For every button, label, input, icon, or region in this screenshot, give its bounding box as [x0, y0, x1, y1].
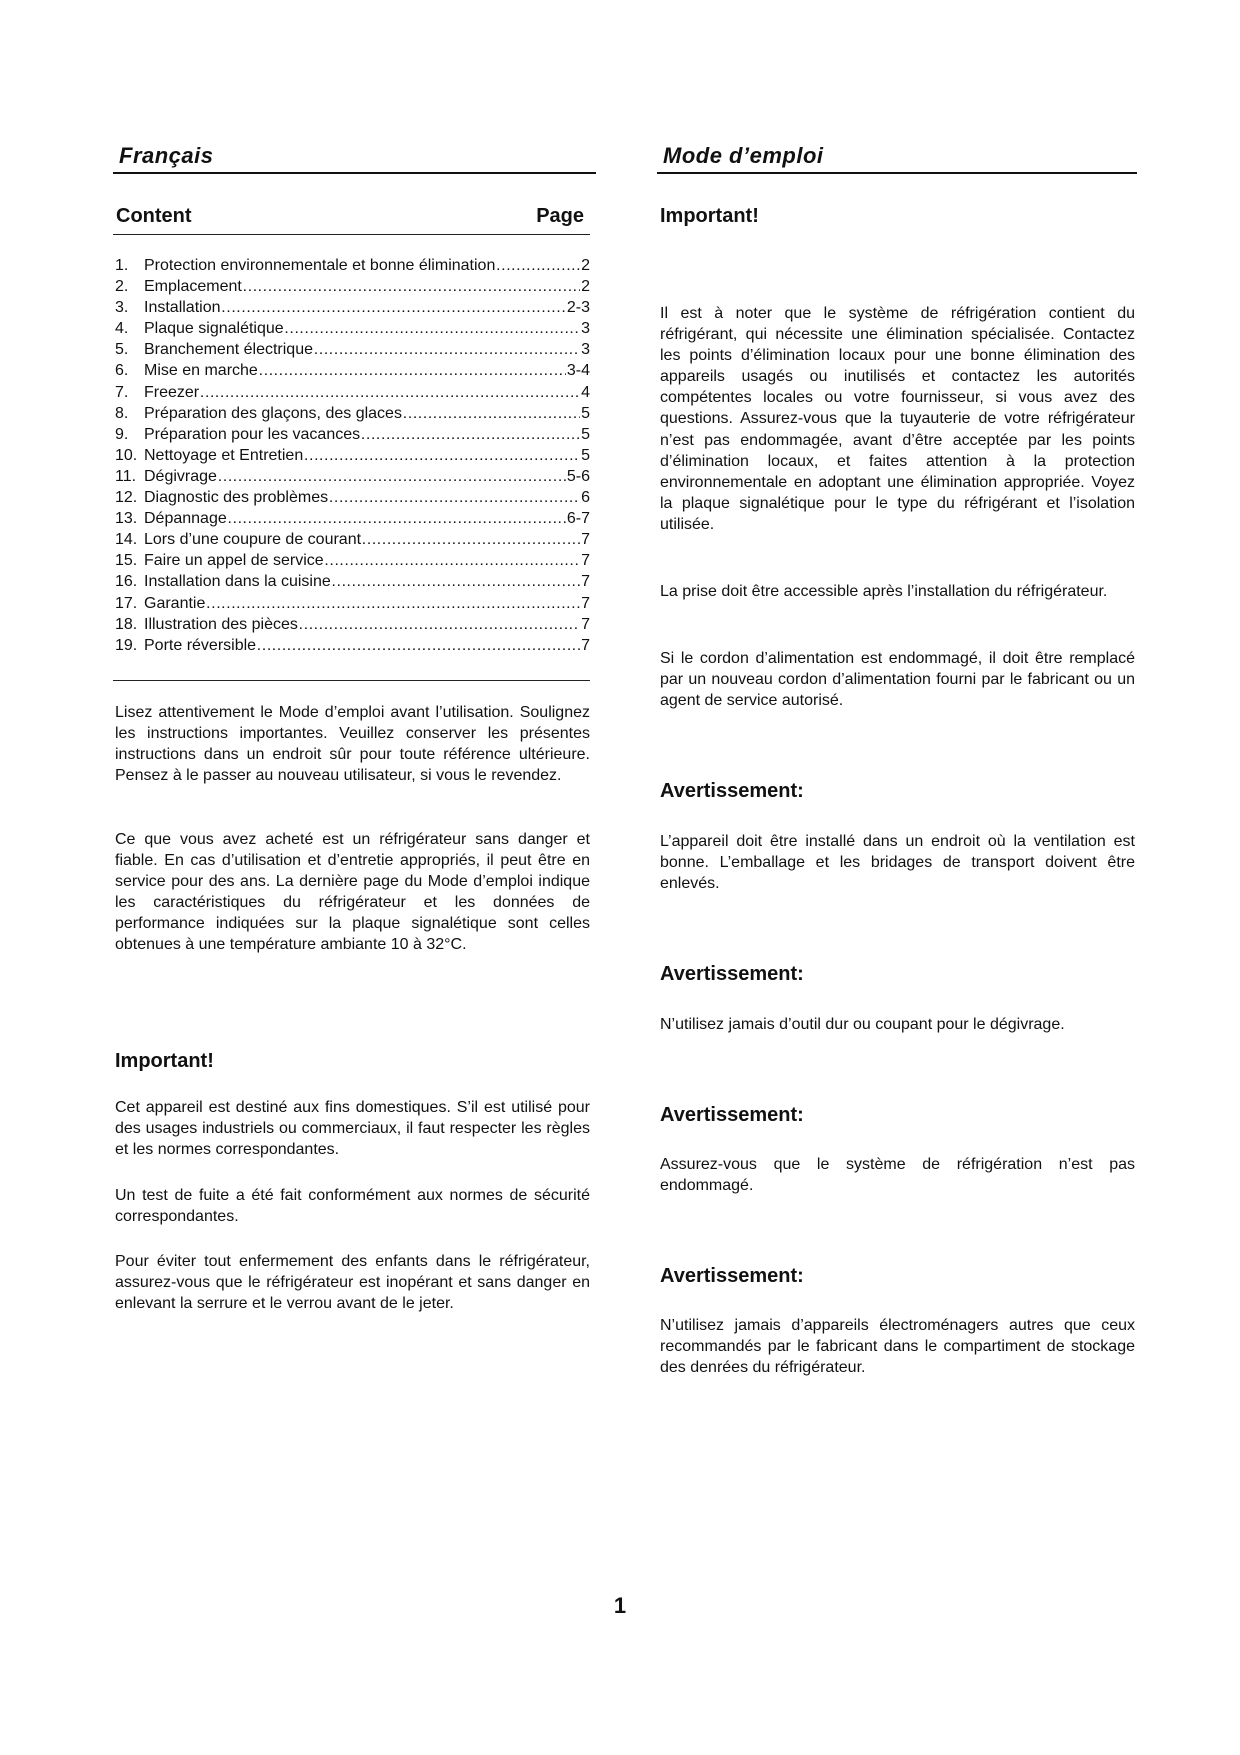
toc-item-number: 3.	[115, 299, 129, 317]
warning-4-text: N’utilisez jamais d’appareils électroménagers autres que ceux recommandés par le fabricant dans le compartiment de stockage des denrées du réfrigérateur.	[660, 1317, 1135, 1377]
toc-item-number: 11.	[115, 467, 137, 485]
toc-item-title: Protection environnementale et bonne élimination	[144, 257, 496, 274]
toc-item-leader	[360, 424, 580, 445]
toc-item-title: Plaque signalétique	[144, 320, 284, 338]
toc-item-leader	[205, 593, 580, 614]
toc-item-title: Dégivrage	[144, 467, 217, 485]
toc-item-title: Branchement électrique	[144, 341, 313, 359]
toc-item-number: 10.	[115, 446, 138, 464]
toc-item-page: 7	[581, 573, 590, 591]
toc-item-leader	[199, 382, 580, 403]
toc-item	[115, 614, 590, 635]
page-number: 1	[613, 1593, 627, 1618]
toc-item-page: 6-7	[566, 510, 590, 528]
toc-item-page: 5	[581, 425, 590, 443]
toc-item-leader	[324, 550, 580, 571]
toc-item-page: 7	[581, 594, 590, 612]
toc-divider	[113, 680, 590, 681]
right-important-paragraph-3: Si le cordon d’alimentation est endommagé, il doit être remplacé par un nouveau cordon d’alimentation fourni par le fabricant ou un agent de service autorisé.	[660, 650, 1135, 710]
toc-item-leader	[303, 445, 580, 466]
toc-item-number: 5.	[115, 341, 129, 359]
warning-1-heading: Avertissement:	[660, 780, 804, 802]
toc-item-page: 3	[581, 341, 590, 359]
warning-3-text: Assurez-vous que le système de réfrigération n’est pas endommagé.	[660, 1156, 1135, 1195]
toc-item-title: Nettoyage et Entretien	[144, 446, 304, 464]
warning-4-heading: Avertissement:	[660, 1265, 804, 1287]
toc-item	[115, 297, 590, 318]
toc-item-leader	[284, 318, 580, 339]
toc-item-title: Lors d’une coupure de courant	[144, 531, 362, 549]
left-important-heading: Important!	[115, 1050, 214, 1072]
toc-item-leader	[331, 571, 580, 592]
toc-item-number: 9.	[115, 425, 129, 443]
toc-item-number: 16.	[115, 573, 138, 591]
left-important-paragraph-1: Cet appareil est destiné aux fins domestiques. S’il est utilisé pour des usages industriels ou commerciaux, il faut respecter les règles et les normes correspondantes.	[115, 1099, 590, 1159]
toc-item-title: Préparation des glaçons, des glaces	[144, 404, 402, 422]
toc-item-leader	[361, 529, 580, 550]
toc-item	[115, 487, 590, 508]
toc-item	[115, 529, 590, 550]
toc-item-title: Garantie	[144, 594, 206, 612]
toc-item-page: 7	[581, 636, 590, 654]
toc-item	[115, 255, 590, 276]
toc-item-number: 19.	[115, 636, 138, 654]
toc-item-title: Installation	[144, 299, 221, 317]
toc-item	[115, 571, 590, 592]
toc-item-number: 1.	[115, 257, 129, 274]
toc-item-page: 5	[581, 404, 590, 422]
toc-item-title: Faire un appel de service	[144, 552, 324, 570]
toc-item-page: 2	[581, 257, 590, 274]
language-heading: Français	[113, 143, 596, 174]
toc-item-leader	[258, 360, 566, 381]
toc-item-number: 14.	[115, 531, 138, 549]
toc-item-leader	[227, 508, 566, 529]
toc-item-number: 15.	[115, 552, 138, 570]
toc-item-page: 5	[581, 446, 590, 464]
right-important-paragraph-1: Il est à noter que le système de réfrigération contient du réfrigérant, qui nécessite une élimination spécialisée. Contactez les points d’élimination locaux pour une bonne élimination des appareils usagés ou inutilisés et contactez les autorités compétentes locales ou votre fournisseur, si vous avez des questions. Assurez-vous que la tuyauterie de votre réfrigérateur n’est pas endommagée, avant d’être acceptée par les points d’élimination locaux, et faites attention à la protection environnementale en adoptant une élimination appropriée. Voyez la plaque signalétique pour le type du réfrigérant et l’isolation utilisée.	[660, 305, 1135, 533]
toc-item-title: Installation dans la cuisine	[144, 573, 331, 591]
toc-item	[115, 466, 590, 487]
toc-item-leader	[221, 297, 566, 318]
toc-item-page: 2	[581, 278, 590, 296]
toc-item-number: 18.	[115, 615, 138, 633]
toc-item-number: 17.	[115, 594, 138, 612]
toc-item	[115, 318, 590, 339]
manual-title-heading: Mode d’emploi	[657, 143, 1137, 174]
left-important-paragraph-3: Pour éviter tout enfermement des enfants dans le réfrigérateur, assurez-vous que le réfrigérateur est inopérant et sans danger en enlevant la serrure et le verrou avant de le jeter.	[115, 1253, 590, 1313]
toc-item-title: Préparation pour les vacances	[144, 425, 361, 443]
toc-item	[115, 593, 590, 614]
toc-item-number: 12.	[115, 489, 138, 507]
toc-item-number: 2.	[115, 278, 129, 296]
toc-item-title: Porte réversible	[144, 636, 257, 654]
toc-item-leader	[313, 339, 580, 360]
toc-title: Content	[116, 205, 192, 227]
toc-item	[115, 445, 590, 466]
toc-item-title: Diagnostic des problèmes	[144, 489, 329, 507]
toc-item-leader	[217, 466, 566, 487]
left-important-paragraph-2: Un test de fuite a été fait conformément aux normes de sécurité correspondantes.	[115, 1187, 590, 1226]
toc-item-page: 5-6	[566, 467, 590, 485]
toc-item	[115, 550, 590, 571]
toc-header	[113, 205, 590, 235]
toc-item-page: 7	[581, 531, 590, 549]
toc-item-page: 4	[581, 383, 590, 401]
intro-paragraph-1: Lisez attentivement le Mode d’emploi avant l’utilisation. Soulignez les instructions importantes. Veuillez conserver les présentes instructions dans un endroit sûr pour toute référence ultérieure. Pensez à le passer au nouveau utilisateur, si vous le revendez.	[115, 704, 590, 785]
toc-item-page: 3-4	[566, 362, 590, 380]
toc-item	[115, 424, 590, 445]
toc-item-title: Dépannage	[144, 510, 227, 528]
warning-3-heading: Avertissement:	[660, 1104, 804, 1126]
warning-2-heading: Avertissement:	[660, 963, 804, 985]
toc-item-title: Mise en marche	[144, 362, 258, 380]
warning-2-text: N’utilisez jamais d’outil dur ou coupant pour le dégivrage.	[660, 1016, 1065, 1033]
toc-item	[115, 360, 590, 381]
toc-item	[115, 339, 590, 360]
toc-item-number: 13.	[115, 510, 138, 528]
toc-item-title: Emplacement	[144, 278, 242, 296]
toc-item	[115, 403, 590, 424]
right-important-heading: Important!	[660, 205, 759, 227]
toc-item-leader	[495, 255, 580, 276]
toc-item-leader	[328, 487, 580, 508]
toc-item-page: 2-3	[566, 299, 590, 317]
warning-1-text: L’appareil doit être installé dans un endroit où la ventilation est bonne. L’emballage et les bridages de transport doivent être enlevés.	[660, 833, 1135, 893]
toc-item-page: 3	[581, 320, 590, 338]
toc-item-title: Illustration des pièces	[144, 615, 298, 633]
toc-item-number: 7.	[115, 383, 129, 401]
toc-item	[115, 508, 590, 529]
toc-item-page: 7	[581, 615, 590, 633]
toc-item	[115, 276, 590, 297]
right-important-paragraph-2: La prise doit être accessible après l’installation du réfrigérateur.	[660, 583, 1108, 600]
toc-item-leader	[402, 403, 580, 424]
toc-item-page: 7	[581, 552, 590, 570]
intro-paragraph-2: Ce que vous avez acheté est un réfrigérateur sans danger et fiable. En cas d’utilisation et d’entretie appropriés, il peut être en service pour des ans. La dernière page du Mode d’emploi indique les caractéristiques du réfrigérateur et les données de performance indiquées sur la plaque signalétique sont celles obtenues à une température ambiante 10 à 32°C.	[115, 831, 590, 954]
toc-item-leader	[298, 614, 580, 635]
toc-item-number: 6.	[115, 362, 129, 380]
toc-item	[115, 382, 590, 403]
toc-item-page: 6	[581, 489, 590, 507]
toc-item-number: 8.	[115, 404, 129, 422]
toc-item-title: Freezer	[144, 383, 200, 401]
table-of-contents	[115, 255, 590, 656]
toc-item-leader	[256, 635, 580, 656]
toc-item-leader	[242, 276, 580, 297]
toc-item	[115, 635, 590, 656]
toc-item-number: 4.	[115, 320, 129, 338]
toc-page-label: Page	[536, 205, 584, 227]
